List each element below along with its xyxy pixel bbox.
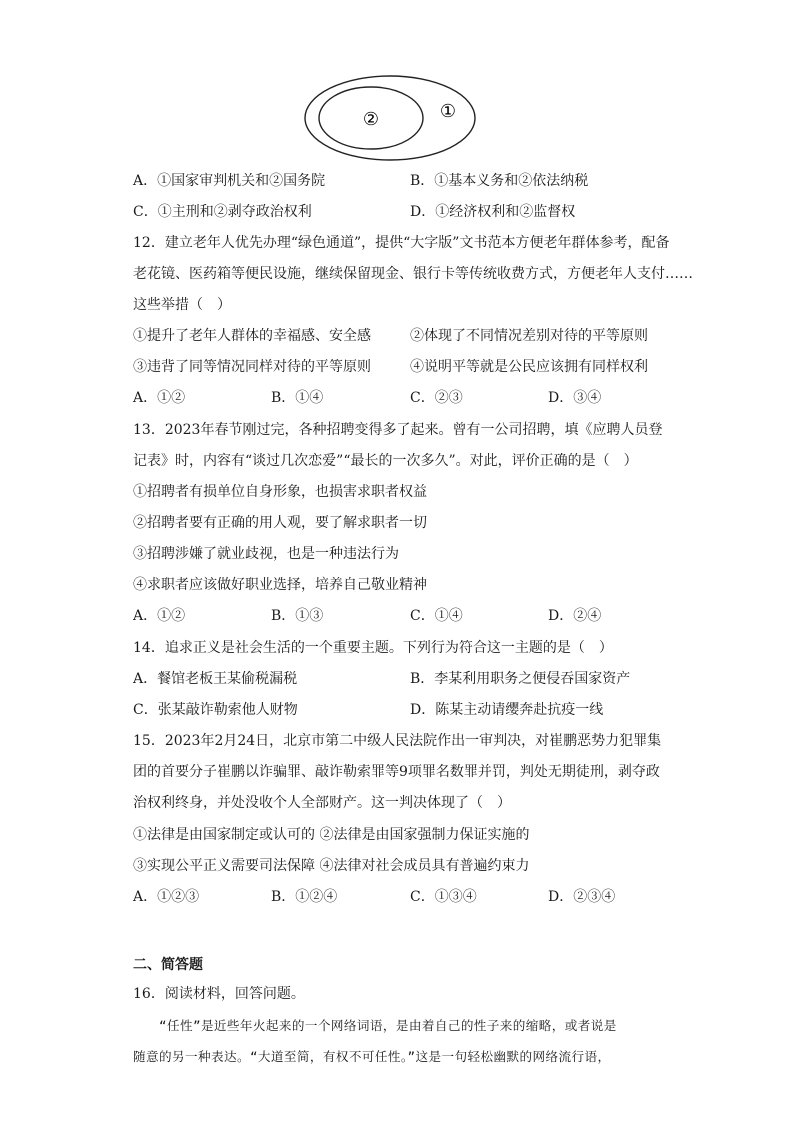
q11-option-d: D．①经济权利和②监督权 [410,204,576,220]
q12-stem-line-3: 这些举措（ ） [133,297,231,313]
q13-statement-1: ①招聘者有损单位自身形象，也损害求职者权益 [133,484,427,500]
q13-option-b: B．①③ [271,608,324,624]
q16-stem: 16．阅读材料，回答问题。 [133,986,305,1002]
q14-stem: 14．追求正义是社会生活的一个重要主题。下列行为符合这一主题的是（ ） [133,640,613,656]
q12-stem-line-2: 老花镜、医药箱等便民设施，继续保留现金、银行卡等传统收费方式，方便老年人支付…… [133,266,693,282]
inner-label: ② [362,109,380,130]
q13-option-c: C．①④ [410,608,463,624]
q15-stem-line-1: 15．2023年2月24日，北京市第二中级人民法院作出一审判决，对崔鹏恶势力犯罪集 [133,733,662,749]
q11-option-c: C．①主刑和②剥夺政治权利 [133,204,312,220]
q15-option-c: C．①③④ [410,889,477,905]
q15-option-b: B．①②④ [271,889,338,905]
q11-option-b: B．①基本义务和②依法纳税 [410,173,589,189]
q13-statement-4: ④求职者应该做好职业选择，培养自己敬业精神 [133,577,427,593]
q15-statement-line-2: ③实现公平正义需要司法保障 ④法律对社会成员具有普遍约束力 [133,858,530,874]
q12-statement-1: ①提升了老年人群体的幸福感、安全感 [133,328,371,344]
q11-option-a: A．①国家审判机关和②国务院 [133,173,326,189]
q12-statement-2: ②体现了不同情况差别对待的平等原则 [410,328,648,344]
q15-stem-line-2: 团的首要分子崔鹏以诈骗罪、敲诈勒索罪等9项罪名数罪并罚，判处无期徒刑，剥夺政 [133,764,660,780]
q13-stem-line-2: 记表》时，内容有“谈过几次恋爱”“最长的一次多久”。对此，评价正确的是（ ） [133,453,638,469]
q13-option-d: D．②④ [548,608,602,624]
q14-option-d: D．陈某主动请缨奔赴抗疫一线 [410,702,604,718]
q12-statement-3: ③违背了同等情况同样对待的平等原则 [133,359,371,375]
q15-statement-line-1: ①法律是由国家制定或认可的 ②法律是由国家强制力保证实施的 [133,827,530,843]
q13-statement-3: ③招聘涉嫌了就业歧视，也是一种违法行为 [133,546,399,562]
q12-option-b: B．①④ [271,390,324,406]
q12-option-d: D．③④ [548,390,602,406]
q12-stem-line-1: 12．建立老年人优先办理“绿色通道”，提供“大字版”文书范本方便老年群体参考，配备 [133,235,670,251]
outer-label: ① [439,101,457,122]
q14-option-a: A．餐馆老板王某偷税漏税 [133,671,298,687]
q13-option-a: A．①② [133,608,186,624]
q12-option-c: C．②③ [410,390,463,406]
set-relationship-diagram [303,73,478,163]
q15-stem-line-3: 治权利终身，并处没收个人全部财产。这一判决体现了（ ） [133,795,511,811]
q13-statement-2: ②招聘者要有正确的用人观，要了解求职者一切 [133,515,427,531]
q14-option-c: C．张某敲诈勒索他人财物 [133,702,298,718]
passage-line-1: “任性”是近些年火起来的一个网络词语，是由着自己的性子来的缩略，或者说是 [133,1018,617,1033]
q12-statement-4: ④说明平等就是公民应该拥有同样权利 [410,359,648,375]
q13-stem-line-1: 13．2023年春节刚过完，各种招聘变得多了起来。曾有一公司招聘，填《应聘人员登 [133,422,663,438]
q12-option-a: A．①② [133,390,186,406]
q14-option-b: B．李某利用职务之便侵吞国家资产 [410,671,631,687]
q15-option-d: D．②③④ [548,889,616,905]
section-title: 二、简答题 [133,957,203,973]
q15-option-a: A．①②③ [133,889,200,905]
passage-line-2: 随意的另一种表达。“大道至简，有权不可任性。”这是一句轻松幽默的网络流行语， [133,1049,611,1064]
